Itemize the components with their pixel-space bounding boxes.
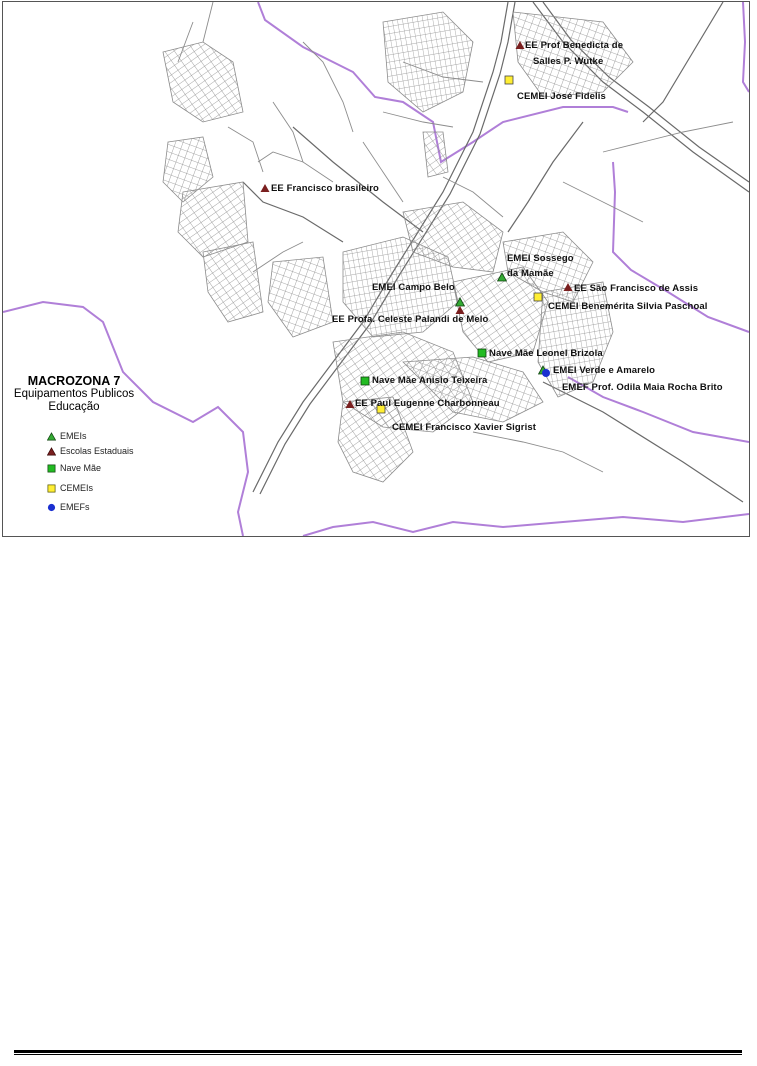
legend-label-escolas-estaduais: Escolas Estaduais <box>60 446 134 456</box>
place-label-verde-amarelo: EMEI Verde e Amarelo <box>553 365 655 376</box>
legend-label-cemeis: CEMEIs <box>60 483 94 493</box>
legend-subtitle-line1: Equipamentos Publicos <box>13 388 135 400</box>
marker-cemei-jose-fidelis[interactable] <box>504 75 514 85</box>
legend-label-emeis: EMEIs <box>60 431 87 441</box>
street-blocks <box>163 12 633 482</box>
legend-label-nave-mae: Nave Mãe <box>60 463 102 473</box>
marker-emef-odila[interactable] <box>541 368 551 378</box>
place-label-leonel: Nave Mãe Leonel Brizola <box>489 348 603 359</box>
marker-cemei-benemerita[interactable] <box>533 292 543 302</box>
place-label-anisio: Nave Mãe Anisio Teixeira <box>372 375 488 386</box>
marker-escola-estadual-francisco-brasileiro[interactable] <box>260 183 270 193</box>
green-triangle-icon <box>47 432 56 441</box>
place-label-benedicta-line1: EE Prof Benedicta de <box>525 40 624 51</box>
place-label-benemerita: CEMEI Benemérita Silvia Paschoal <box>548 301 708 312</box>
place-label-paul: EE Paul Eugenne Charbonneau <box>355 398 500 409</box>
place-label-celeste: EE Profa. Celeste Palandi de Melo <box>332 314 489 325</box>
place-label-benedicta-line2: Salles P. Wutke <box>533 56 604 67</box>
legend-subtitle-line2: Educação <box>48 401 100 413</box>
place-label-francisco-brasileiro: EE Francisco brasileiro <box>271 183 379 194</box>
blue-circle-icon <box>47 503 56 512</box>
place-label-jose-fidelis: CEMEI José Fidelis <box>517 91 606 102</box>
marker-nave-mae-leonel[interactable] <box>477 348 487 358</box>
place-label-campo-belo: EMEI Campo Belo <box>372 282 455 293</box>
place-label-sao-francisco: EE São Francisco de Assis <box>574 283 699 294</box>
place-label-sigrist: CEMEI Francisco Xavier Sigrist <box>392 422 536 433</box>
marker-escola-estadual-sao-francisco[interactable] <box>563 282 573 292</box>
marker-escola-estadual-paul[interactable] <box>345 399 355 409</box>
green-square-icon <box>47 464 56 473</box>
legend-title: MACROZONA 7 <box>27 374 121 388</box>
marker-escola-estadual-benedicta[interactable] <box>515 40 525 50</box>
marker-emei-sossego[interactable] <box>497 272 507 282</box>
place-label-sossego-line2: da Mamãe <box>507 268 554 279</box>
place-label-sossego-line1: EMEI Sossego <box>507 253 574 264</box>
yellow-square-icon <box>47 484 56 493</box>
footer-rule <box>14 1050 742 1055</box>
maroon-triangle-icon <box>47 447 56 456</box>
map-legend <box>9 374 139 414</box>
legend-label-emefs: EMEFs <box>60 502 90 512</box>
map-panel <box>2 1 750 537</box>
marker-nave-mae-anisio[interactable] <box>360 376 370 386</box>
place-label-odila: EMEF Prof. Odila Maia Rocha Brito <box>562 382 723 393</box>
